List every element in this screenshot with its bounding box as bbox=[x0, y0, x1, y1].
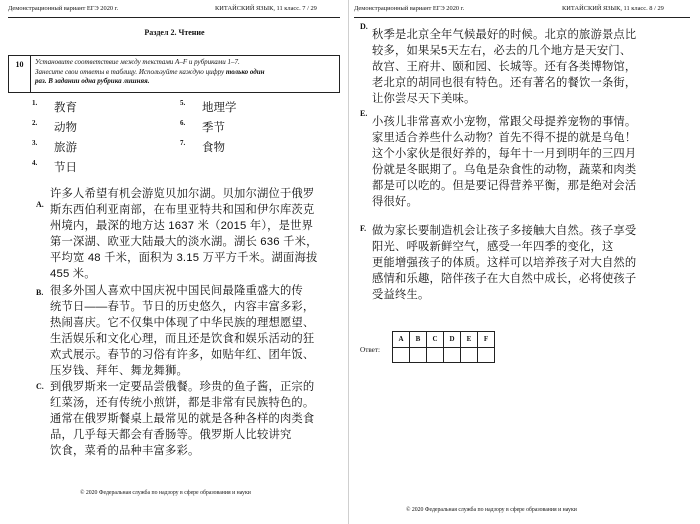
text-f: 做为家长要制造机会让孩子多接触大自然。孩子享受 阳光、呼吸新鲜空气，感受一年四季的变化，这 更能增强孩子的体质。这样可以培养孩子对大自然的 感情和乐趣，陪伴孩子在大自然中成长，必将使孩子 受益终生。 bbox=[372, 225, 637, 301]
header-rule bbox=[354, 17, 690, 18]
text-letter-c: C. bbox=[36, 382, 44, 391]
text-e: 小孩儿非常喜欢小宠物，常跟父母提养宠物的事情。 家里适合养些什么动物？首先不得不提的就是乌龟！ 这个小家伙是很好养的，每年十一月到明年的三四月 份就是冬眠期了。乌龟是杂食性的动物，蔬菜和肉类 都是可以吃的。但是要记得营养平衡，那是绝对会活 得很好。 bbox=[372, 116, 637, 208]
text-a: 许多人希望有机会游览贝加尔湖。贝加尔湖位于俄罗 斯东西伯利亚南部，在布里亚特共和国和伊尔库茨克 州境内，最深的地方达 1637 米（2015 年），是世界 第一深湖、欧亚大陆最大的淡水湖。湖长 636 千米， 平均宽 48 千米，面积为 3.15 万平方千米。湖面海拔 455 米。 bbox=[50, 188, 318, 280]
answer-col-a: A bbox=[393, 332, 410, 348]
section-title: Раздел 2. Чтение bbox=[144, 28, 205, 37]
answer-col-c: C bbox=[427, 332, 444, 348]
right-page bbox=[350, 0, 700, 524]
text-letter-a: A. bbox=[36, 200, 44, 209]
answer-cell-c[interactable] bbox=[427, 347, 444, 363]
text-c: 到俄罗斯来一定要品尝俄餐。珍贵的鱼子酱，正宗的 红菜汤，还有传统小煎饼，都是非常有民族特色的。 通常在俄罗斯餐桌上最常见的就是各种各样的肉类食 品，几乎每天都会有香肠等。俄罗斯人比较讲究 饮食，菜肴的品种丰富多彩。 bbox=[50, 381, 315, 457]
heading-item: 1. 教育 bbox=[32, 99, 77, 114]
heading-item: 6. 季节 bbox=[180, 119, 225, 134]
answer-label: Ответ: bbox=[360, 346, 381, 354]
answer-col-b: B bbox=[410, 332, 427, 348]
header-right: КИТАЙСКИЙ ЯЗЫК, 11 класс. 7 / 29 bbox=[215, 5, 317, 12]
footer: © 2020 Федеральная служба по надзору в сфере образования и науки bbox=[80, 490, 251, 496]
heading-item: 7. 食物 bbox=[180, 139, 225, 154]
answer-col-f: F bbox=[478, 332, 495, 348]
header-right: КИТАЙСКИЙ ЯЗЫК, 11 класс. 8 / 29 bbox=[562, 5, 664, 12]
text-b: 很多外国人喜欢中国庆祝中国民间最隆重盛大的传 统节日——春节。节日的历史悠久，内容丰富多彩， 热闹喜庆。它不仅集中体现了中华民族的理想愿望、 生活娱乐和文化心理，而且还是饮食和娱乐活动的狂 欢式展示。春节的习俗有许多，如贴年红、团年饭、 压岁钱、拜年、舞龙舞狮。 bbox=[50, 285, 315, 377]
answer-cell-b[interactable] bbox=[410, 347, 427, 363]
left-page bbox=[0, 0, 349, 524]
text-letter-e: E. bbox=[360, 109, 368, 118]
text-letter-f: F. bbox=[360, 224, 367, 233]
answer-input-row bbox=[393, 347, 495, 363]
heading-item: 3. 旅游 bbox=[32, 139, 77, 154]
heading-item: 2. 动物 bbox=[32, 119, 77, 134]
answer-cell-f[interactable] bbox=[478, 347, 495, 363]
header-left: Демонстрационный вариант ЕГЭ 2020 г. bbox=[8, 5, 119, 12]
answer-col-e: E bbox=[461, 332, 478, 348]
heading-item: 5. 地理学 bbox=[180, 99, 237, 114]
text-letter-d: D. bbox=[360, 22, 368, 31]
task-instruction: Установите соответствие между текстами A–F и рубриками 1–7. Занесите свои ответы в таблицу. Используйте каждую цифру только один раз. В задании одна рубрика лишняя. bbox=[35, 58, 265, 86]
answer-table bbox=[392, 331, 495, 363]
answer-header-row bbox=[393, 332, 495, 348]
answer-cell-d[interactable] bbox=[444, 347, 461, 363]
task-instruction-box bbox=[8, 55, 340, 93]
heading-item: 4. 节日 bbox=[32, 159, 77, 174]
text-d: 秋季是北京全年气候最好的时候。北京的旅游景点比 较多，如果呆5天左右，必去的几个地方是天安门、 故宫、王府井、颐和园、长城等。还有各类博物馆， 老北京的胡同也很有特色。还有著名的餐饮一条街， 让你尝尽天下美味。 bbox=[372, 29, 637, 105]
text-letter-b: B. bbox=[36, 288, 44, 297]
task-number: 10 bbox=[9, 56, 31, 92]
answer-col-d: D bbox=[444, 332, 461, 348]
header-rule bbox=[8, 17, 340, 18]
footer: © 2020 Федеральная служба по надзору в сфере образования и науки bbox=[406, 507, 577, 513]
header-left: Демонстрационный вариант ЕГЭ 2020 г. bbox=[354, 5, 465, 12]
answer-cell-e[interactable] bbox=[461, 347, 478, 363]
answer-cell-a[interactable] bbox=[393, 347, 410, 363]
